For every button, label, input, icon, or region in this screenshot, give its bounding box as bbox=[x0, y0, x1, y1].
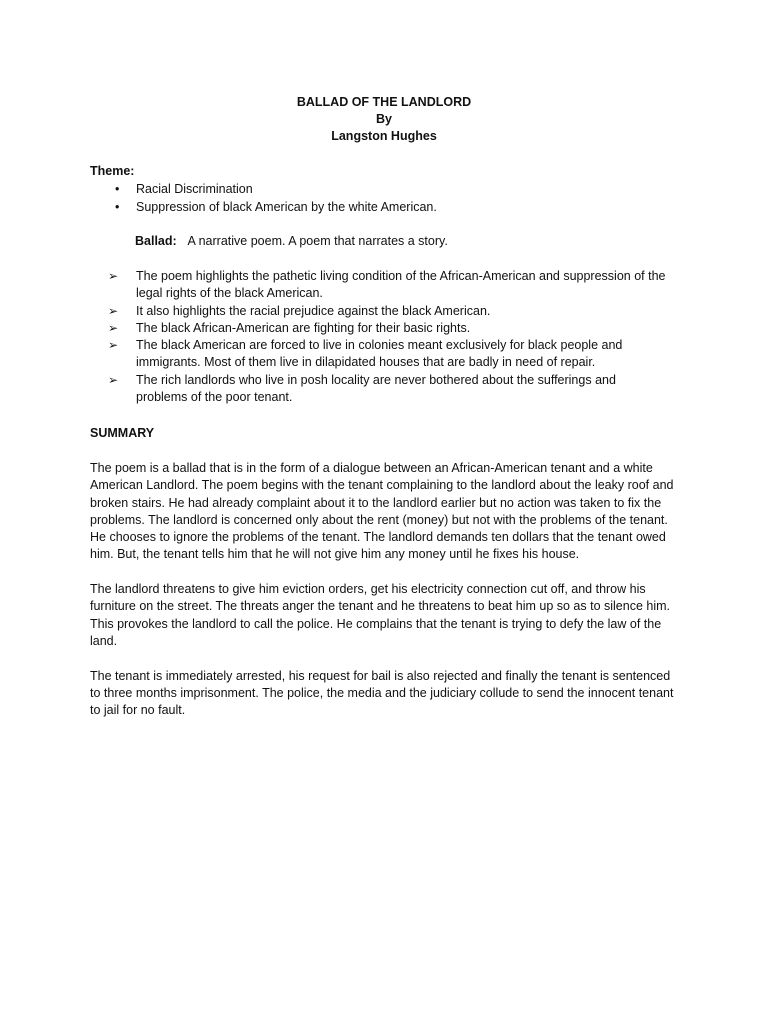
arrow-bullet-icon: ➢ bbox=[108, 269, 119, 283]
summary-paragraph: The tenant is immediately arrested, his request for bail is also rejected and finally the tenant is sentenced to three months imprisonment. The police, the media and the judiciary collude to send the innocent tenant to jail for no fault. bbox=[90, 668, 674, 718]
point-text: The black African-American are fighting for their basic rights. bbox=[136, 320, 471, 335]
bullet-icon: • bbox=[115, 182, 120, 196]
theme-item bbox=[90, 181, 690, 199]
arrow-bullet-icon: ➢ bbox=[108, 303, 119, 318]
point-text: The poem highlights the pathetic living condition of the African-American and suppression of the legal rights of the black American. bbox=[136, 269, 666, 301]
points-list bbox=[108, 268, 668, 406]
point-item bbox=[108, 372, 668, 407]
point-item bbox=[108, 320, 668, 337]
point-text: The rich landlords who live in posh locality are never bothered about the sufferings and problems of the poor tenant. bbox=[136, 372, 616, 405]
by-line: By bbox=[376, 112, 392, 126]
arrow-bullet-icon: ➢ bbox=[108, 320, 119, 335]
author-name: Langston Hughes bbox=[331, 129, 437, 143]
point-text: The black American are forced to live in colonies meant exclusively for black people and immigrants. Most of them live in dilapidated houses that are badly in need of repair. bbox=[136, 338, 623, 370]
point-item bbox=[108, 337, 668, 372]
theme-label: Theme: bbox=[90, 164, 135, 178]
summary-paragraph: The landlord threatens to give him eviction orders, get his electricity connection cut off, and throw his furniture on the street. The threats anger the tenant and he threatens to beat him up so as to silence him. This provokes the landlord to call the police. He complains that the tenant is trying to defy the law of the land. bbox=[90, 582, 670, 648]
bullet-icon: • bbox=[115, 199, 120, 214]
theme-item bbox=[90, 199, 690, 217]
ballad-text: A narrative poem. A poem that narrates a story. bbox=[187, 234, 448, 248]
point-item bbox=[108, 268, 668, 303]
point-item bbox=[108, 303, 668, 320]
ballad-label: Ballad: bbox=[135, 234, 177, 248]
point-text: It also highlights the racial prejudice against the black American. bbox=[136, 303, 491, 318]
summary-heading: SUMMARY bbox=[90, 426, 155, 440]
theme-list bbox=[90, 181, 690, 216]
title-block bbox=[0, 94, 768, 145]
arrow-bullet-icon: ➢ bbox=[108, 338, 119, 353]
summary-paragraph: The poem is a ballad that is in the form of a dialogue between an African-American tenant and a white American Landlord. The poem begins with the tenant complaining to the landlord about the leaky roof and broken stairs. He had already complaint about it to the landlord earlier but no action was taken to fix the problems. The landlord is concerned only about the rent (money) but not with the problems of the tenant. He chooses to ignore the problems of the tenant. The landlord demands ten dollars that the tenant owed him. But, the tenant tells him that he will not give him any money until he fixes his house. bbox=[90, 461, 674, 562]
theme-item-text: Racial Discrimination bbox=[136, 182, 253, 196]
theme-item-text: Suppression of black American by the white American. bbox=[136, 199, 437, 214]
summary-body bbox=[90, 460, 676, 737]
ballad-definition bbox=[135, 233, 448, 250]
arrow-bullet-icon: ➢ bbox=[108, 372, 119, 387]
poem-title: BALLAD OF THE LANDLORD bbox=[296, 95, 472, 109]
